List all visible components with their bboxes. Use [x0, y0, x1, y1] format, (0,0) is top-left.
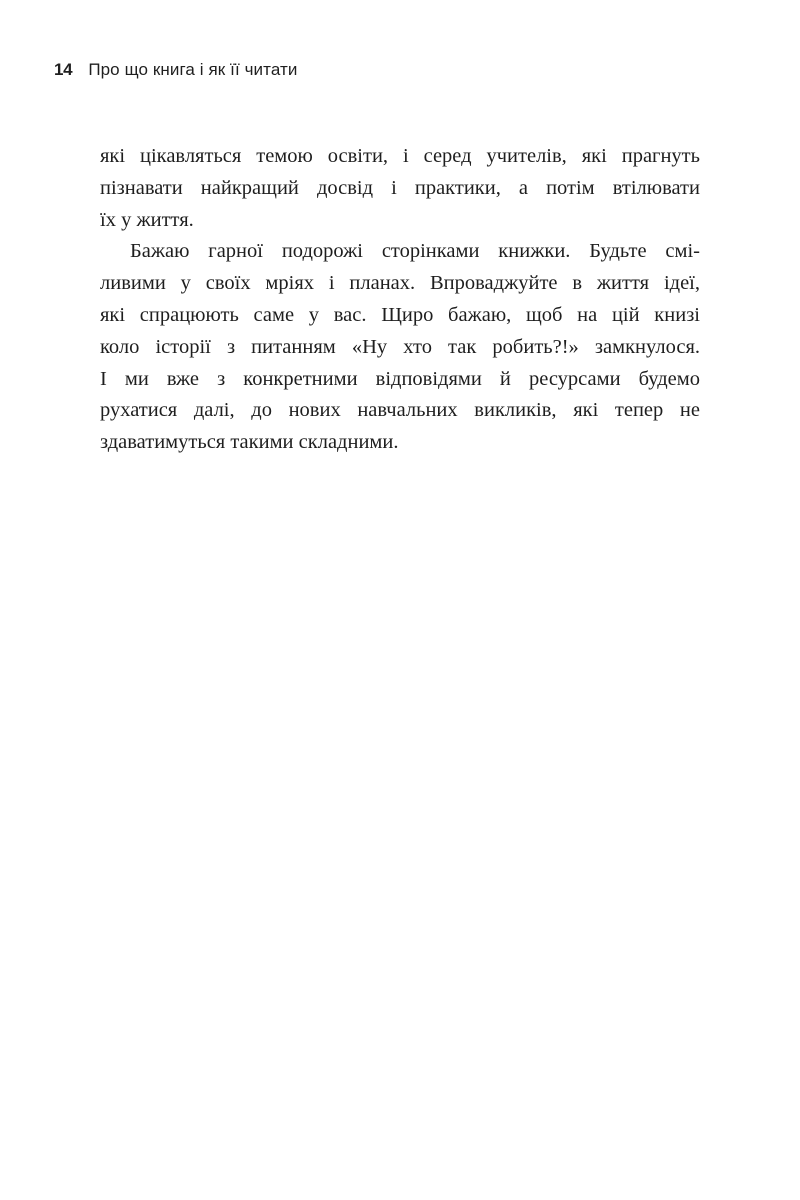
text-line: коло історії з питанням «Ну хто так робить?!» замкнулося.	[100, 335, 700, 358]
body-text	[100, 141, 700, 459]
page-number: 14	[54, 60, 73, 79]
text-line: які цікавляться темою освіти, і серед учителів, які прагнуть	[100, 145, 700, 167]
paragraph-2	[100, 236, 700, 459]
text-line: пізнавати найкращий досвід і практики, а потім втілювати	[100, 176, 700, 199]
text-line: І ми вже з конкретними відповідями й ресурсами будемо	[100, 367, 700, 390]
text-line: здаватимуться такими складними.	[100, 431, 399, 454]
running-title: Про що книга і як її читати	[88, 60, 298, 79]
text-line: рухатися далі, до нових навчальних викликів, які тепер не	[100, 399, 700, 422]
running-head	[54, 60, 298, 86]
text-line: які спрацюють саме у вас. Щиро бажаю, щоб на цій книзі	[100, 303, 700, 326]
paragraph-1	[100, 141, 700, 236]
text-line: ливими у своїх мріях і планах. Впроваджуйте в життя ідеї,	[100, 272, 700, 295]
text-line: їх у життя.	[100, 208, 194, 231]
text-line: Бажаю гарної подорожі сторінками книжки. Будьте смі-	[130, 240, 700, 263]
